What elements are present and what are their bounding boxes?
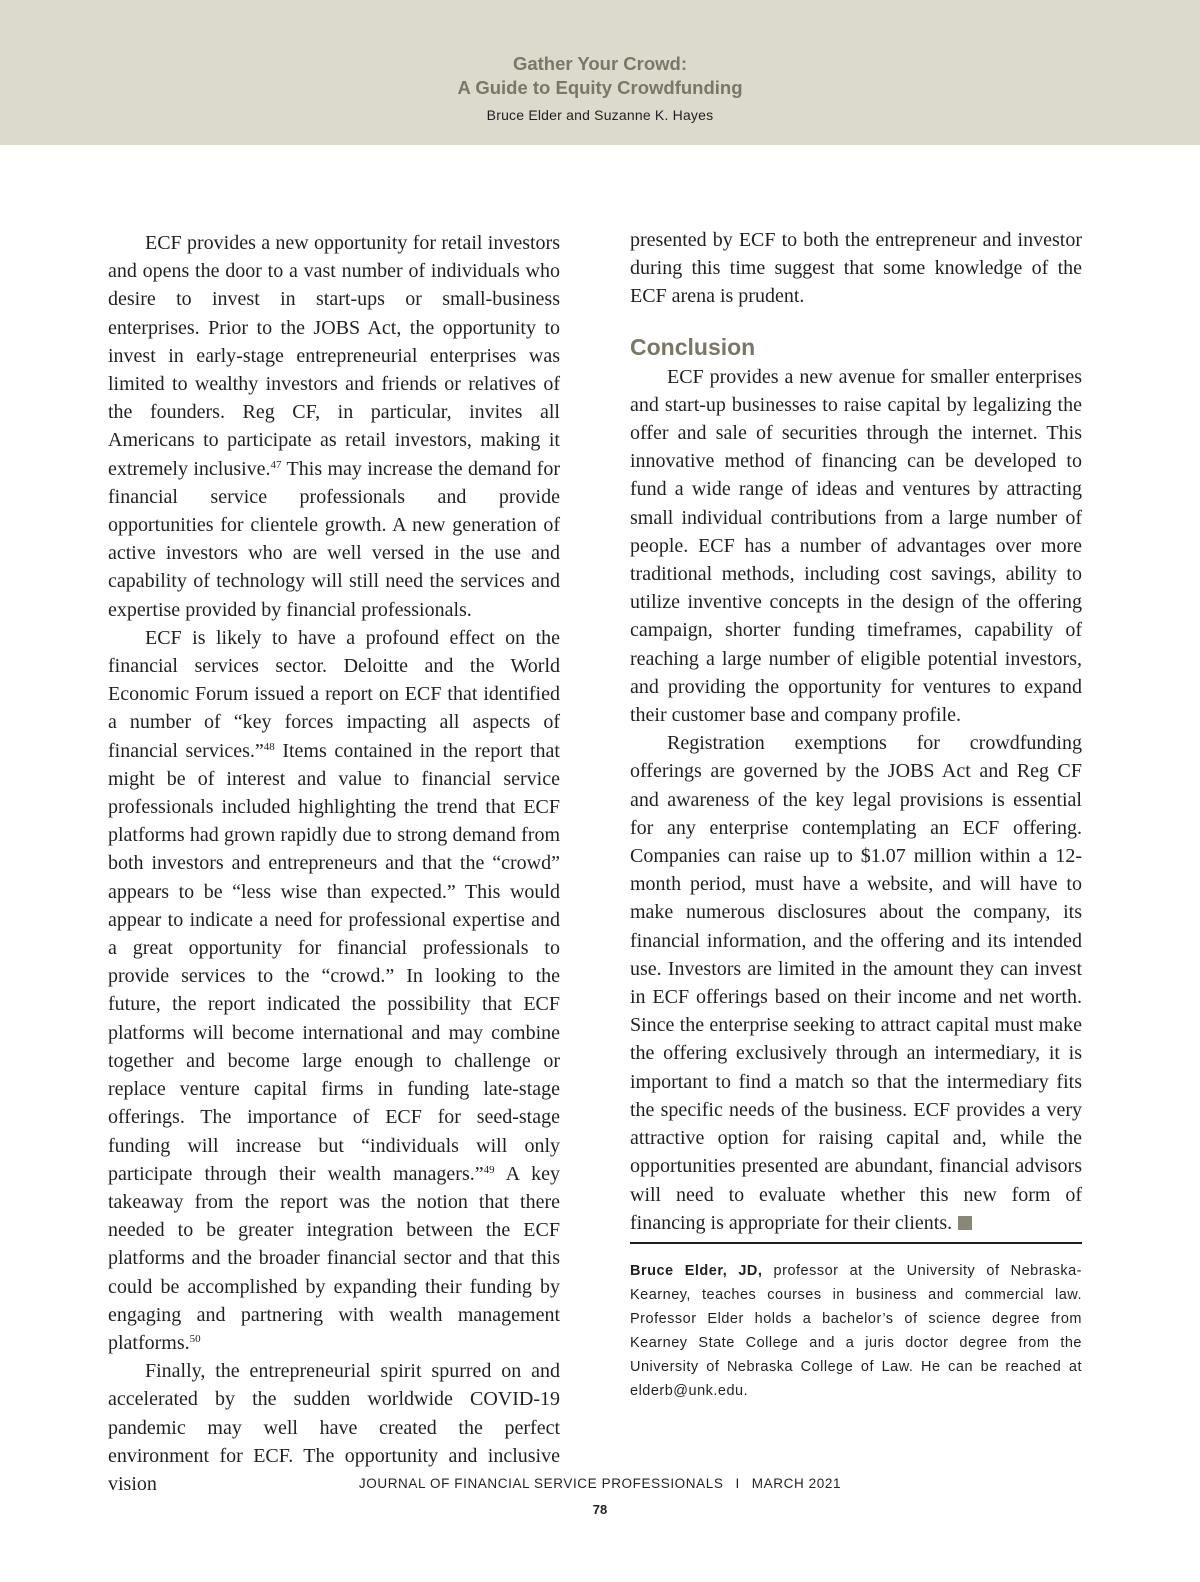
right-column [630, 226, 1082, 1237]
page-number: 78 [592, 1502, 608, 1517]
end-of-article-icon [958, 1216, 972, 1230]
paragraph-text: ECF provides a new opportunity for retail investors and opens the door to a vast number of individuals who desire to invest in start-ups or small-business enterprises. Prior to the JOBS Act, the opportunity to invest in early-stage entrepreneurial enterprises was limited to wealthy investors and friends or relatives of the founders. Reg CF, in particular, invites all Americans to participate as retail investors, making it extremely inclusive. [108, 232, 560, 480]
paragraph [630, 729, 1082, 1237]
footer-separator: I [735, 1476, 740, 1491]
paragraph: ECF provides a new avenue for smaller enterprises and start-up businesses to raise capital by legalizing the offer and sale of securities through the internet. This innovative method of financing can be developed to fund a wide range of ideas and ventures by attracting small individual contributions from a large number of people. ECF has a number of advantages over more traditional methods, including cost savings, ability to utilize inventive concepts in the design of the offering campaign, shorter funding timeframes, capability of reaching a large number of eligible potential investors, and providing the opportunity for ventures to expand their customer base and company profile. [630, 365, 1082, 727]
bio-author-name: Bruce Elder, JD, [630, 1263, 763, 1279]
section-heading: Conclusion [630, 333, 756, 360]
paragraph-text: Registration exemptions for crowdfunding offerings are governed by the JOBS Act and Reg CF and awareness of the key legal provisions is essential for any enterprise contemplating an ECF offering. Companies can raise up to $1.07 million within a 12-month period, must have a website, and will have to make numerous disclosures about the company, its financial information, and the offering and its intended use. Investors are limited in the amount they can invest in ECF offerings based on their income and net worth. Since the enterprise seeking to attract capital must make the offering exclusively through an intermediary, it is important to find a match so that the intermediary fits the specific needs of the business. ECF provides a very attractive option for raising capital and, while the opportunities presented are abundant, financial advisors will need to evaluate whether this new form of financing is appropriate for their clients. [630, 732, 1082, 1234]
footnote-ref: 47 [270, 458, 282, 471]
paragraph-text: Items contained in the report that might be of interest and value to financial service professionals included highlighting the trend that ECF platforms had grown rapidly due to strong demand from both investors and entrepreneurs and that the “crowd” appears to be “less wise than expected.” This would appear to indicate a need for professional expertise and a great opportunity for financial professionals to provide services to the “crowd.” In looking to the future, the report indicated the possibility that ECF platforms will become international and may combine together and become large enough to challenge or replace venture capital firms in funding late-stage offerings. The importance of ECF for seed-stage funding will increase but “individuals will only participate through their wealth managers.” [108, 739, 560, 1185]
footer-date: MARCH 2021 [751, 1476, 842, 1491]
footer-journal: JOURNAL OF FINANCIAL SERVICE PROFESSIONALS [358, 1476, 724, 1491]
footnote-ref: 50 [189, 1332, 201, 1345]
author-bio [630, 1259, 1082, 1403]
paragraph-text: A key takeaway from the report was the notion that there needed to be greater integration between the ECF platforms and the broader financial sector and that this could be accomplished by expanding their funding by engaging and partnering with wealth management platforms. [108, 1162, 560, 1354]
paragraph: Finally, the entrepreneurial spirit spurred on and accelerated by the sudden worldwide COVID-19 pandemic may well have created the perfect environment for ECF. The opportunity and inclusive vision [108, 1360, 560, 1495]
footer-line [0, 1474, 1200, 1494]
paragraph-text: This may increase the demand for financial service professionals and provide opportunities for clientele growth. A new generation of active investors who are well versed in the use and capability of technology will still need the services and expertise provided by financial professionals. [108, 457, 560, 621]
paragraph-text: ECF is likely to have a profound effect on the financial services sector. Deloitte and the World Economic Forum issued a report on ECF that identified a number of “key forces impacting all aspects of financial services.” [108, 626, 560, 762]
paragraph: presented by ECF to both the entrepreneur and investor during this time suggest that some knowledge of the ECF arena is prudent. [630, 229, 1082, 308]
running-header [0, 0, 1200, 145]
bio-divider [630, 1242, 1082, 1244]
footnote-ref: 48 [263, 740, 275, 753]
paragraph [108, 229, 560, 624]
left-column [108, 229, 560, 1498]
bio-text: professor at the University of Nebraska-Kearney, teaches courses in business and commercial law. Professor Elder holds a bachelor’s of science degree from Kearney State College and a juris doctor degree from the University of Nebraska College of Law. He can be reached at elderb@unk.edu. [630, 1263, 1082, 1399]
footnote-ref: 49 [483, 1163, 495, 1176]
paragraph [108, 624, 560, 1357]
header-title-line2: A Guide to Equity Crowdfunding [457, 77, 743, 98]
header-authors: Bruce Elder and Suzanne K. Hayes [486, 107, 714, 123]
header-title-line1: Gather Your Crowd: [512, 53, 688, 74]
page-footer [0, 1474, 1200, 1520]
